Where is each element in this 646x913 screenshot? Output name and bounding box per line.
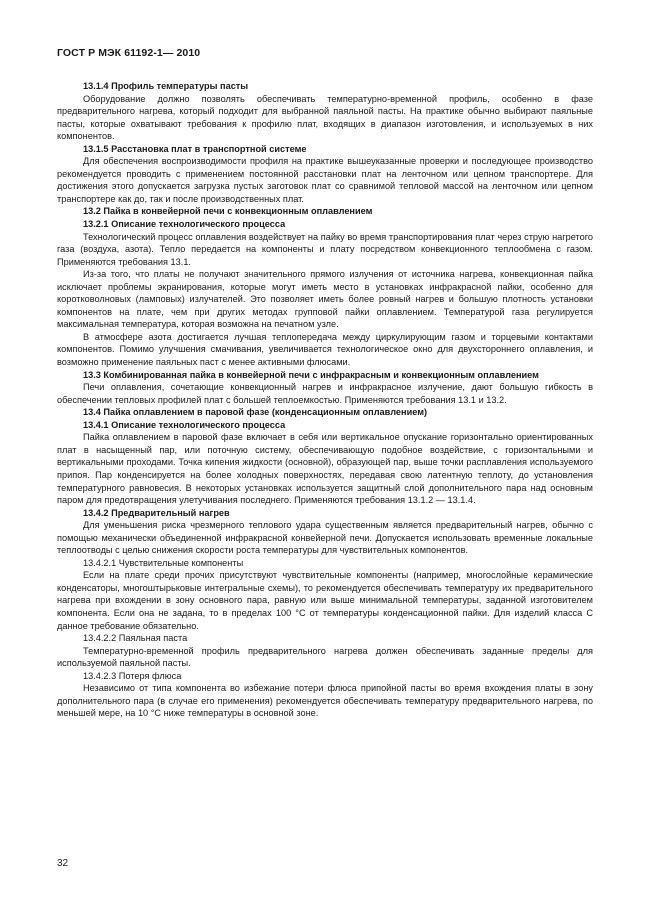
- paragraph: Пайка оплавлением в паровой фазе включает в себя или вертикальное опускание горизонтально ориентированных плат в насыщенный пар, или поточную систему, обеспечивающую подобное воздействие, с горизонтальными и вертикальными проходами. Точка кипения жидкости (основной), образующей пар, выше точки расплавления используемого припоя. Пар конденсируется на более холодных поверхностях, передавая свою латентную теплоту, до установления температурного равновесия. В некоторых установках используется защитный слой дополнительного пара над основным паром для предотвращения улетучивания последнего. Применяются требования 13.1.2 — 13.1.4.: [57, 432, 593, 506]
- subsection-heading-13-4-2-3: 13.4.2.3 Потеря флюса: [83, 670, 182, 681]
- paragraph: Независимо от типа компонента во избежание потери флюса припойной пасты во время вхождения платы в зону дополнительного пара (в случае его применения) рекомендуется обеспечивать температуру предварительного нагрева, по меньшей мере, на 10 °С ниже температуры в основной зоне.: [57, 683, 593, 719]
- page-number: 32: [57, 858, 69, 869]
- paragraph: Из-за того, что платы не получают значительного прямого излучения от источника нагрева, конвекционная пайка исключает проблемы экранирования, которые могут иметь место в установках инфракрасной пайки, особенно для коротковолновых (ламповых) излучателей. Это позволяет иметь более ровный нагрев и большую плотность установки компонентов на плате, чем при других методах групповой пайки оплавлением. Температурой газа регулируется максимальная температура, которая возможна на печатном узле.: [57, 269, 593, 330]
- paragraph: Для обеспечения воспроизводимости профиля на практике вышеуказанные проверки и последующее производство рекомендуется проводить с применением постоянной расстановки плат на ленточном или цепном транспортере. Для достижения этого допускается загрузка пустых заготовок плат со сравнимой тепловой массой на ленточном или цепном транспортере как до, так и после производственных плат.: [57, 156, 593, 204]
- paragraph: Если на плате среди прочих присутствуют чувствительные компоненты (например, многослойные керамические конденсаторы, многоштырьковые интегральные схемы), то рекомендуется обеспечивать температуру их предварительного нагрева при вхождении в зону основного пара, равную или выше минимальной температуры, заданной изготовителем компонента. Если она не задана, то в пределах 100 °С от температуры конденсационной пайки. Для изделий класса С данное требование обязательно.: [57, 570, 593, 631]
- paragraph: Температурно-временной профиль предварительного нагрева должен обеспечивать заданные пределы для используемой паяльной пасты.: [57, 645, 593, 669]
- document-body: [57, 80, 593, 720]
- document-header: ГОСТ Р МЭК 61192-1— 2010: [57, 47, 201, 59]
- paragraph: Технологический процесс оплавления воздействует на пайку во время транспортирования плат через струю нагретого газа (воздуха, азота). Тепло передается на компоненты и плату посредством конвекционного теплообмена с газом. Применяются требования 13.1.: [57, 231, 593, 267]
- section-heading-13-3: 13.3 Комбинированная пайка в конвейерной печи с инфракрасным и конвекционным оплавлением: [83, 369, 539, 380]
- section-heading-13-2-1: 13.2.1 Описание технологического процесса: [83, 219, 286, 230]
- section-heading-13-4-1: 13.4.1 Описание технологического процесса: [83, 419, 286, 430]
- paragraph: Печи оплавления, сочетающие конвекционный нагрев и инфракрасное излучение, дают большую гибкость в обеспечении тепловых профилей плат с большей теплоемкостью. Применяются требования 13.1 и 13.2.: [57, 382, 593, 405]
- section-heading-13-2: 13.2 Пайка в конвейерной печи с конвекционным оплавлением: [83, 206, 373, 217]
- section-heading-13-4: 13.4 Пайка оплавлением в паровой фазе (конденсационным оплавлением): [83, 407, 428, 418]
- section-heading-13-1-4: 13.1.4 Профиль температуры пасты: [83, 81, 249, 91]
- section-heading-13-1-5: 13.1.5 Расстановка плат в транспортной системе: [83, 143, 307, 154]
- paragraph: Для уменьшения риска чрезмерного теплового удара существенным является предварительный нагрев, обычно с помощью механически объединенной инфракрасной конвейерной печи. Допускается использовать временные локальные теплоотводы с целью снижения скорости роста температуры для чувствительных компонентов.: [57, 520, 593, 556]
- subsection-heading-13-4-2-2: 13.4.2.2 Паяльная паста: [83, 633, 188, 644]
- paragraph: В атмосфере азота достигается лучшая теплопередача между циркулирующим газом и торцевыми контактами компонентов. Помимо улучшения смачивания, увеличивается технологическое окно для двухстороннего оплавления, и возможно применение паяльных паст с менее активными флюсами.: [57, 331, 593, 368]
- paragraph: Оборудование должно позволять обеспечивать температурно-временной профиль, особенно в фазе предварительного нагрева, который подходит для выбранной паяльной пасты. На практике обычно выбирают паяльные пасты, которые охватывают требования к профилю плат, входящих в диапазон изготовления, и используемых в них компонентов.: [57, 93, 593, 142]
- section-heading-13-4-2: 13.4.2 Предварительный нагрев: [83, 507, 230, 518]
- subsection-heading-13-4-2-1: 13.4.2.1 Чувствительные компоненты: [83, 557, 244, 568]
